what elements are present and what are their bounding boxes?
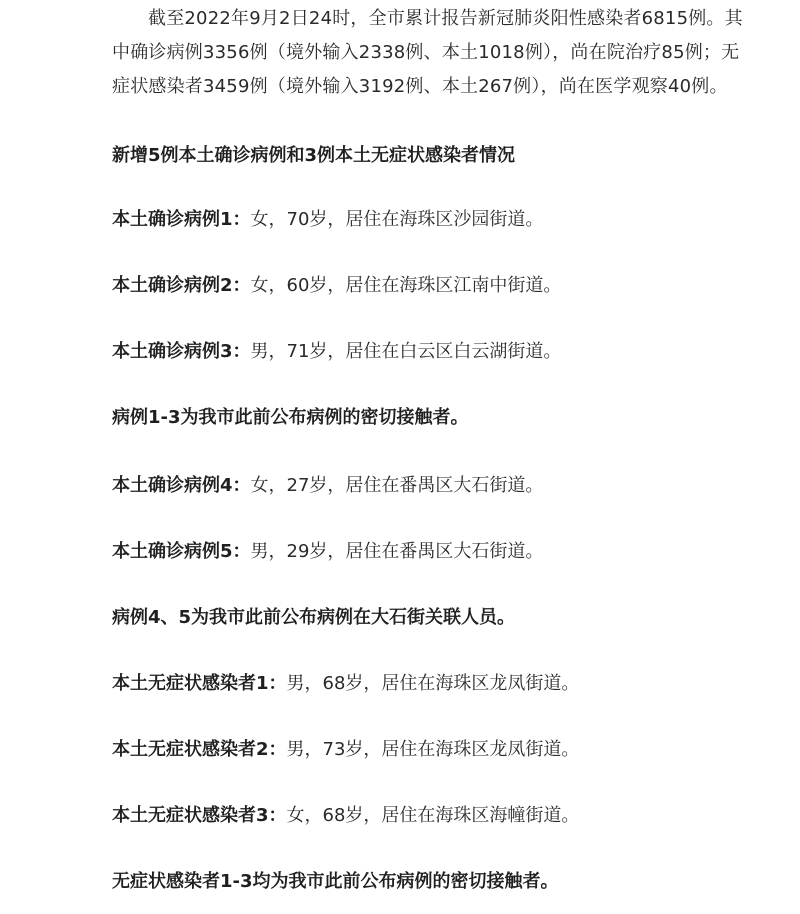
- note-cases-4-5: 病例4、5为我市此前公布病例在大石街关联人员。: [112, 607, 516, 628]
- case-2: [112, 274, 561, 298]
- case-3: [112, 340, 561, 364]
- section-heading: 新增5例本土确诊病例和3例本土无症状感染者情况: [112, 145, 516, 166]
- case-2-label: 本土确诊病例2：: [112, 275, 251, 296]
- asymptomatic-3-label: 本土无症状感染者3：: [112, 805, 287, 826]
- intro-line-2: 中确诊病例3356例（境外输入2338例、本土1018例），尚在院治疗85例；无: [112, 42, 740, 63]
- asymptomatic-2-label: 本土无症状感染者2：: [112, 739, 287, 760]
- asymptomatic-1: [112, 672, 579, 696]
- case-4-text: 女，27岁，居住在番禺区大石街道。: [250, 475, 544, 496]
- asymptomatic-2: [112, 738, 579, 762]
- case-3-label: 本土确诊病例3：: [112, 341, 251, 362]
- case-3-text: 男，71岁，居住在白云区白云湖街道。: [250, 341, 562, 362]
- case-1: [112, 208, 543, 232]
- asymptomatic-1-text: 男，68岁，居住在海珠区龙凤街道。: [286, 673, 580, 694]
- case-4: [112, 474, 543, 498]
- case-2-text: 女，60岁，居住在海珠区江南中街道。: [250, 275, 562, 296]
- intro-line-1: 截至2022年9月2日24时，全市累计报告新冠肺炎阳性感染者6815例。其: [148, 8, 743, 29]
- asymptomatic-3-text: 女，68岁，居住在海珠区海幢街道。: [286, 805, 580, 826]
- case-5: [112, 540, 543, 564]
- asymptomatic-3: [112, 804, 579, 828]
- note-cases-1-3: 病例1-3为我市此前公布病例的密切接触者。: [112, 407, 469, 428]
- watermark-fade: [560, 868, 650, 898]
- intro-paragraph: [112, 2, 774, 104]
- case-1-text: 女，70岁，居住在海珠区沙园街道。: [250, 209, 544, 230]
- intro-line-3: 症状感染者3459例（境外输入3192例、本土267例），尚在医学观察40例。: [112, 76, 728, 97]
- asymptomatic-1-label: 本土无症状感染者1：: [112, 673, 287, 694]
- case-1-label: 本土确诊病例1：: [112, 209, 251, 230]
- case-5-text: 男，29岁，居住在番禺区大石街道。: [250, 541, 544, 562]
- case-5-label: 本土确诊病例5：: [112, 541, 251, 562]
- asymptomatic-2-text: 男，73岁，居住在海珠区龙凤街道。: [286, 739, 580, 760]
- note-asymptomatic-1-3: 无症状感染者1-3均为我市此前公布病例的密切接触者。: [112, 871, 559, 892]
- case-4-label: 本土确诊病例4：: [112, 475, 251, 496]
